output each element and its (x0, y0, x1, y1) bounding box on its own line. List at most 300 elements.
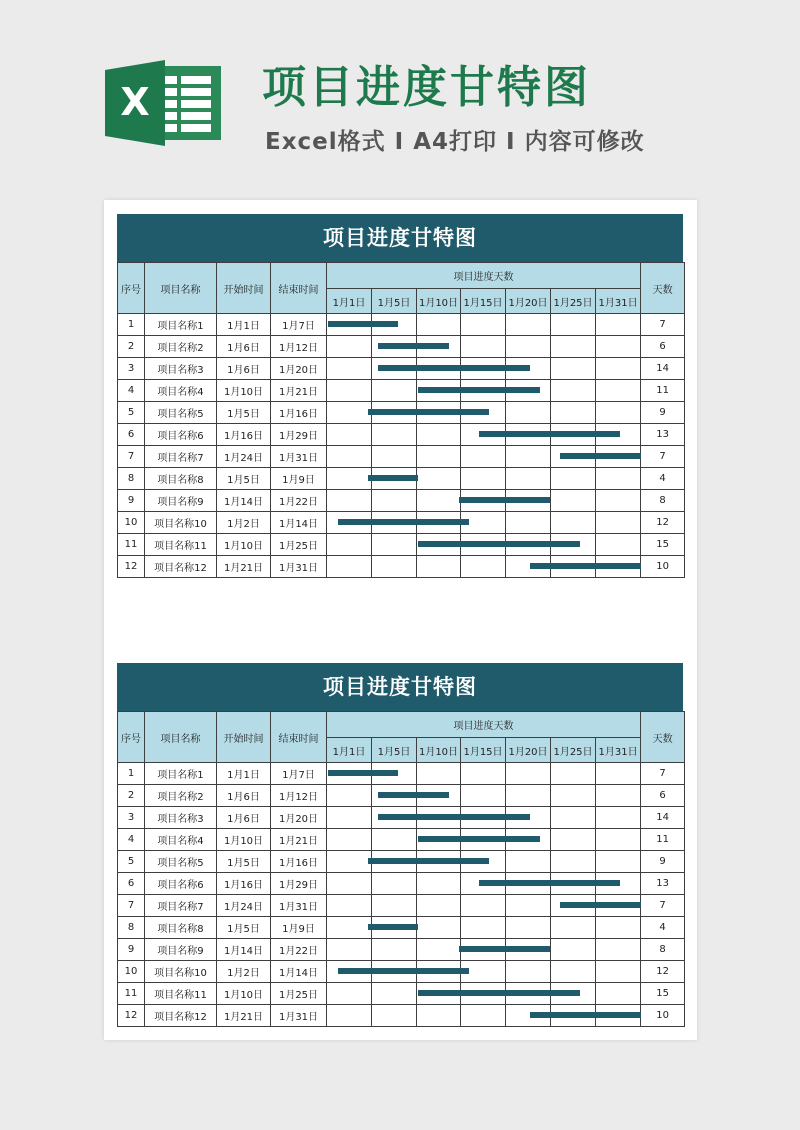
project-name-cell: 项目名称9 (145, 939, 217, 961)
gantt-grid-cell (372, 961, 417, 983)
gantt-grid-cell (461, 556, 506, 578)
end-date-cell: 1月14日 (271, 512, 327, 534)
gantt-grid-cell (372, 556, 417, 578)
gantt-grid-cell (506, 512, 551, 534)
row-number-cell: 7 (118, 895, 145, 917)
end-date-cell: 1月9日 (271, 917, 327, 939)
gantt-grid-cell (551, 829, 596, 851)
days-cell: 7 (641, 314, 685, 336)
gantt-grid-cell (461, 402, 506, 424)
table-row (118, 490, 685, 512)
table-row (118, 1005, 685, 1027)
row-number-cell: 11 (118, 534, 145, 556)
table-row (118, 807, 685, 829)
gantt-grid-cell (506, 939, 551, 961)
row-number-cell: 12 (118, 1005, 145, 1027)
row-number-cell: 4 (118, 380, 145, 402)
date-column-header: 1月5日 (372, 738, 417, 763)
gantt-grid-cell (506, 785, 551, 807)
days-cell: 4 (641, 917, 685, 939)
gantt-grid-cell (372, 873, 417, 895)
gantt-grid-cell (417, 424, 461, 446)
days-cell: 10 (641, 1005, 685, 1027)
start-date-cell: 1月6日 (217, 807, 271, 829)
project-name-cell: 项目名称5 (145, 402, 217, 424)
gantt-grid-cell (372, 895, 417, 917)
column-header-days: 天数 (641, 263, 685, 314)
gantt-grid-cell (596, 961, 641, 983)
end-date-cell: 1月31日 (271, 446, 327, 468)
table-row (118, 939, 685, 961)
end-date-cell: 1月29日 (271, 424, 327, 446)
gantt-grid-cell (596, 556, 641, 578)
gantt-grid-cell (461, 785, 506, 807)
gantt-grid-cell (551, 424, 596, 446)
start-date-cell: 1月6日 (217, 358, 271, 380)
gantt-grid-cell (551, 917, 596, 939)
end-date-cell: 1月20日 (271, 358, 327, 380)
project-name-cell: 项目名称8 (145, 468, 217, 490)
gantt-grid-cell (417, 402, 461, 424)
end-date-cell: 1月31日 (271, 556, 327, 578)
gantt-grid-cell (461, 468, 506, 490)
gantt-grid-cell (551, 1005, 596, 1027)
gantt-grid-cell (551, 314, 596, 336)
gantt-grid-cell (417, 829, 461, 851)
gantt-grid-cell (327, 785, 372, 807)
table-row (118, 314, 685, 336)
gantt-grid-cell (506, 983, 551, 1005)
end-date-cell: 1月9日 (271, 468, 327, 490)
gantt-sheet-1 (117, 214, 683, 578)
gantt-grid-cell (372, 534, 417, 556)
column-header-start: 开始时间 (217, 712, 271, 763)
table-row (118, 556, 685, 578)
gantt-grid-cell (506, 807, 551, 829)
gantt-grid-cell (461, 534, 506, 556)
gantt-grid-cell (327, 490, 372, 512)
gantt-grid-cell (551, 402, 596, 424)
table-row (118, 380, 685, 402)
sheet-title: 项目进度甘特图 (117, 663, 683, 711)
gantt-grid-cell (596, 829, 641, 851)
days-cell: 11 (641, 829, 685, 851)
gantt-grid-cell (551, 851, 596, 873)
gantt-grid-cell (506, 961, 551, 983)
gantt-grid-cell (551, 446, 596, 468)
gantt-grid-cell (461, 961, 506, 983)
end-date-cell: 1月7日 (271, 763, 327, 785)
end-date-cell: 1月29日 (271, 873, 327, 895)
days-cell: 6 (641, 336, 685, 358)
row-number-cell: 9 (118, 490, 145, 512)
gantt-grid-cell (461, 983, 506, 1005)
project-name-cell: 项目名称10 (145, 512, 217, 534)
project-name-cell: 项目名称11 (145, 534, 217, 556)
end-date-cell: 1月16日 (271, 851, 327, 873)
gantt-grid-cell (506, 829, 551, 851)
gantt-grid-cell (417, 807, 461, 829)
start-date-cell: 1月5日 (217, 468, 271, 490)
days-cell: 13 (641, 873, 685, 895)
gantt-grid-cell (551, 468, 596, 490)
gantt-grid-cell (327, 336, 372, 358)
days-cell: 7 (641, 763, 685, 785)
table-row (118, 829, 685, 851)
column-header-days: 天数 (641, 712, 685, 763)
gantt-grid-cell (372, 424, 417, 446)
gantt-grid-cell (461, 939, 506, 961)
days-cell: 7 (641, 446, 685, 468)
gantt-grid-cell (506, 1005, 551, 1027)
end-date-cell: 1月21日 (271, 829, 327, 851)
date-column-header: 1月10日 (417, 289, 461, 314)
gantt-grid-cell (461, 873, 506, 895)
gantt-grid-cell (461, 763, 506, 785)
end-date-cell: 1月12日 (271, 336, 327, 358)
project-name-cell: 项目名称7 (145, 895, 217, 917)
gantt-grid-cell (506, 917, 551, 939)
row-number-cell: 8 (118, 468, 145, 490)
gantt-grid-cell (461, 380, 506, 402)
gantt-grid-cell (506, 873, 551, 895)
date-column-header: 1月20日 (506, 289, 551, 314)
table-row (118, 446, 685, 468)
gantt-grid-cell (596, 851, 641, 873)
days-cell: 14 (641, 807, 685, 829)
row-number-cell: 9 (118, 939, 145, 961)
project-name-cell: 项目名称2 (145, 785, 217, 807)
gantt-grid-cell (327, 534, 372, 556)
gantt-grid-cell (596, 895, 641, 917)
gantt-grid-cell (506, 490, 551, 512)
gantt-grid-cell (372, 763, 417, 785)
end-date-cell: 1月31日 (271, 895, 327, 917)
project-name-cell: 项目名称1 (145, 314, 217, 336)
table-row (118, 961, 685, 983)
gantt-grid-cell (596, 336, 641, 358)
gantt-grid-cell (417, 785, 461, 807)
project-name-cell: 项目名称1 (145, 763, 217, 785)
gantt-grid-cell (506, 468, 551, 490)
gantt-grid-cell (372, 939, 417, 961)
days-cell: 9 (641, 402, 685, 424)
sheet-title: 项目进度甘特图 (117, 214, 683, 262)
gantt-grid-cell (372, 358, 417, 380)
start-date-cell: 1月16日 (217, 873, 271, 895)
gantt-grid-cell (596, 380, 641, 402)
row-number-cell: 3 (118, 807, 145, 829)
gantt-grid-cell (417, 873, 461, 895)
gantt-grid-cell (327, 873, 372, 895)
gantt-grid-cell (461, 336, 506, 358)
gantt-grid-cell (461, 851, 506, 873)
project-name-cell: 项目名称2 (145, 336, 217, 358)
gantt-grid-cell (551, 961, 596, 983)
row-number-cell: 12 (118, 556, 145, 578)
gantt-grid-cell (596, 402, 641, 424)
row-number-cell: 5 (118, 402, 145, 424)
gantt-grid-cell (551, 983, 596, 1005)
end-date-cell: 1月22日 (271, 490, 327, 512)
row-number-cell: 8 (118, 917, 145, 939)
start-date-cell: 1月2日 (217, 512, 271, 534)
project-name-cell: 项目名称11 (145, 983, 217, 1005)
days-cell: 14 (641, 358, 685, 380)
project-name-cell: 项目名称4 (145, 829, 217, 851)
gantt-grid-cell (596, 939, 641, 961)
start-date-cell: 1月14日 (217, 490, 271, 512)
start-date-cell: 1月5日 (217, 917, 271, 939)
gantt-grid-cell (417, 1005, 461, 1027)
row-number-cell: 5 (118, 851, 145, 873)
table-row (118, 358, 685, 380)
gantt-grid-cell (551, 512, 596, 534)
date-column-header: 1月31日 (596, 738, 641, 763)
gantt-grid-cell (417, 983, 461, 1005)
table-row (118, 534, 685, 556)
gantt-grid-cell (506, 446, 551, 468)
gantt-grid-cell (327, 314, 372, 336)
gantt-sheet-2 (117, 663, 683, 1027)
column-header-name: 项目名称 (145, 263, 217, 314)
date-column-header: 1月25日 (551, 738, 596, 763)
gantt-grid-cell (461, 358, 506, 380)
end-date-cell: 1月14日 (271, 961, 327, 983)
start-date-cell: 1月10日 (217, 829, 271, 851)
gantt-grid-cell (596, 873, 641, 895)
column-header-progress: 项目进度天数 (327, 712, 641, 738)
start-date-cell: 1月16日 (217, 424, 271, 446)
gantt-grid-cell (596, 763, 641, 785)
days-cell: 6 (641, 785, 685, 807)
gantt-grid-cell (417, 468, 461, 490)
table-row (118, 895, 685, 917)
gantt-grid-cell (506, 556, 551, 578)
gantt-grid-cell (461, 829, 506, 851)
days-cell: 11 (641, 380, 685, 402)
gantt-grid-cell (551, 939, 596, 961)
gantt-grid-cell (327, 512, 372, 534)
gantt-grid-cell (372, 402, 417, 424)
row-number-cell: 2 (118, 336, 145, 358)
gantt-grid-cell (327, 939, 372, 961)
gantt-grid-cell (461, 895, 506, 917)
gantt-grid-cell (461, 314, 506, 336)
gantt-grid-cell (596, 468, 641, 490)
start-date-cell: 1月24日 (217, 446, 271, 468)
gantt-grid-cell (596, 490, 641, 512)
table-row (118, 851, 685, 873)
gantt-grid-cell (551, 358, 596, 380)
table-row (118, 402, 685, 424)
gantt-grid-cell (327, 807, 372, 829)
gantt-grid-cell (596, 807, 641, 829)
end-date-cell: 1月16日 (271, 402, 327, 424)
table-row (118, 873, 685, 895)
table-row (118, 983, 685, 1005)
end-date-cell: 1月21日 (271, 380, 327, 402)
gantt-grid-cell (461, 490, 506, 512)
end-date-cell: 1月12日 (271, 785, 327, 807)
gantt-grid-cell (327, 917, 372, 939)
header-row (118, 263, 685, 289)
date-column-header: 1月25日 (551, 289, 596, 314)
gantt-grid-cell (372, 380, 417, 402)
gantt-grid-cell (417, 380, 461, 402)
date-column-header: 1月20日 (506, 738, 551, 763)
table-row (118, 763, 685, 785)
gantt-grid-cell (506, 380, 551, 402)
gantt-grid-cell (506, 895, 551, 917)
gantt-grid-cell (327, 380, 372, 402)
column-header-name: 项目名称 (145, 712, 217, 763)
project-name-cell: 项目名称3 (145, 807, 217, 829)
gantt-grid-cell (596, 917, 641, 939)
gantt-grid-cell (506, 763, 551, 785)
gantt-table (117, 711, 685, 1027)
start-date-cell: 1月10日 (217, 534, 271, 556)
gantt-grid-cell (461, 446, 506, 468)
gantt-grid-cell (417, 490, 461, 512)
row-number-cell: 3 (118, 358, 145, 380)
gantt-grid-cell (417, 917, 461, 939)
gantt-grid-cell (327, 895, 372, 917)
page-subtitle: Excel格式 I A4打印 I 内容可修改 (265, 129, 645, 155)
gantt-grid-cell (372, 314, 417, 336)
gantt-grid-cell (372, 983, 417, 1005)
row-number-cell: 1 (118, 763, 145, 785)
gantt-grid-cell (327, 983, 372, 1005)
start-date-cell: 1月21日 (217, 556, 271, 578)
gantt-grid-cell (372, 807, 417, 829)
project-name-cell: 项目名称5 (145, 851, 217, 873)
date-column-header: 1月10日 (417, 738, 461, 763)
gantt-grid-cell (417, 556, 461, 578)
column-header-end: 结束时间 (271, 263, 327, 314)
gantt-grid-cell (596, 446, 641, 468)
table-row (118, 917, 685, 939)
project-name-cell: 项目名称7 (145, 446, 217, 468)
start-date-cell: 1月5日 (217, 402, 271, 424)
gantt-grid-cell (327, 468, 372, 490)
gantt-grid-cell (327, 1005, 372, 1027)
column-header-no: 序号 (118, 712, 145, 763)
row-number-cell: 6 (118, 873, 145, 895)
gantt-grid-cell (506, 851, 551, 873)
gantt-grid-cell (551, 785, 596, 807)
gantt-grid-cell (417, 851, 461, 873)
gantt-grid-cell (372, 785, 417, 807)
logo-letter: X (120, 80, 150, 124)
days-cell: 10 (641, 556, 685, 578)
gantt-grid-cell (461, 917, 506, 939)
gantt-grid-cell (596, 424, 641, 446)
row-number-cell: 6 (118, 424, 145, 446)
gantt-grid-cell (596, 314, 641, 336)
gantt-grid-cell (551, 336, 596, 358)
days-cell: 15 (641, 983, 685, 1005)
project-name-cell: 项目名称3 (145, 358, 217, 380)
table-row (118, 468, 685, 490)
start-date-cell: 1月10日 (217, 983, 271, 1005)
end-date-cell: 1月22日 (271, 939, 327, 961)
start-date-cell: 1月21日 (217, 1005, 271, 1027)
gantt-grid-cell (327, 402, 372, 424)
gantt-grid-cell (417, 336, 461, 358)
date-column-header: 1月1日 (327, 738, 372, 763)
gantt-grid-cell (327, 358, 372, 380)
end-date-cell: 1月7日 (271, 314, 327, 336)
row-number-cell: 11 (118, 983, 145, 1005)
gantt-grid-cell (551, 873, 596, 895)
gantt-grid-cell (372, 829, 417, 851)
gantt-grid-cell (327, 851, 372, 873)
gantt-grid-cell (551, 534, 596, 556)
days-cell: 15 (641, 534, 685, 556)
column-header-no: 序号 (118, 263, 145, 314)
gantt-grid-cell (461, 807, 506, 829)
row-number-cell: 1 (118, 314, 145, 336)
gantt-grid-cell (417, 358, 461, 380)
gantt-grid-cell (551, 895, 596, 917)
row-number-cell: 7 (118, 446, 145, 468)
project-name-cell: 项目名称4 (145, 380, 217, 402)
start-date-cell: 1月24日 (217, 895, 271, 917)
gantt-grid-cell (506, 314, 551, 336)
days-cell: 12 (641, 961, 685, 983)
start-date-cell: 1月14日 (217, 939, 271, 961)
project-name-cell: 项目名称8 (145, 917, 217, 939)
gantt-grid-cell (461, 1005, 506, 1027)
project-name-cell: 项目名称6 (145, 424, 217, 446)
gantt-grid-cell (596, 1005, 641, 1027)
excel-logo-icon (105, 60, 225, 146)
gantt-grid-cell (461, 512, 506, 534)
days-cell: 9 (641, 851, 685, 873)
gantt-grid-cell (596, 358, 641, 380)
days-cell: 7 (641, 895, 685, 917)
gantt-grid-cell (372, 468, 417, 490)
gantt-grid-cell (417, 939, 461, 961)
header-row (118, 712, 685, 738)
gantt-grid-cell (506, 424, 551, 446)
end-date-cell: 1月25日 (271, 983, 327, 1005)
gantt-grid-cell (372, 851, 417, 873)
days-cell: 12 (641, 512, 685, 534)
project-name-cell: 项目名称6 (145, 873, 217, 895)
date-column-header: 1月15日 (461, 738, 506, 763)
date-column-header: 1月5日 (372, 289, 417, 314)
date-column-header: 1月1日 (327, 289, 372, 314)
column-header-end: 结束时间 (271, 712, 327, 763)
days-cell: 4 (641, 468, 685, 490)
start-date-cell: 1月10日 (217, 380, 271, 402)
gantt-grid-cell (551, 556, 596, 578)
gantt-grid-cell (327, 556, 372, 578)
gantt-grid-cell (596, 983, 641, 1005)
gantt-grid-cell (596, 785, 641, 807)
end-date-cell: 1月31日 (271, 1005, 327, 1027)
project-name-cell: 项目名称10 (145, 961, 217, 983)
gantt-grid-cell (596, 534, 641, 556)
page-title: 项目进度甘特图 (262, 62, 591, 113)
gantt-grid-cell (506, 402, 551, 424)
gantt-grid-cell (417, 763, 461, 785)
gantt-grid-cell (551, 380, 596, 402)
date-column-header: 1月15日 (461, 289, 506, 314)
row-number-cell: 2 (118, 785, 145, 807)
